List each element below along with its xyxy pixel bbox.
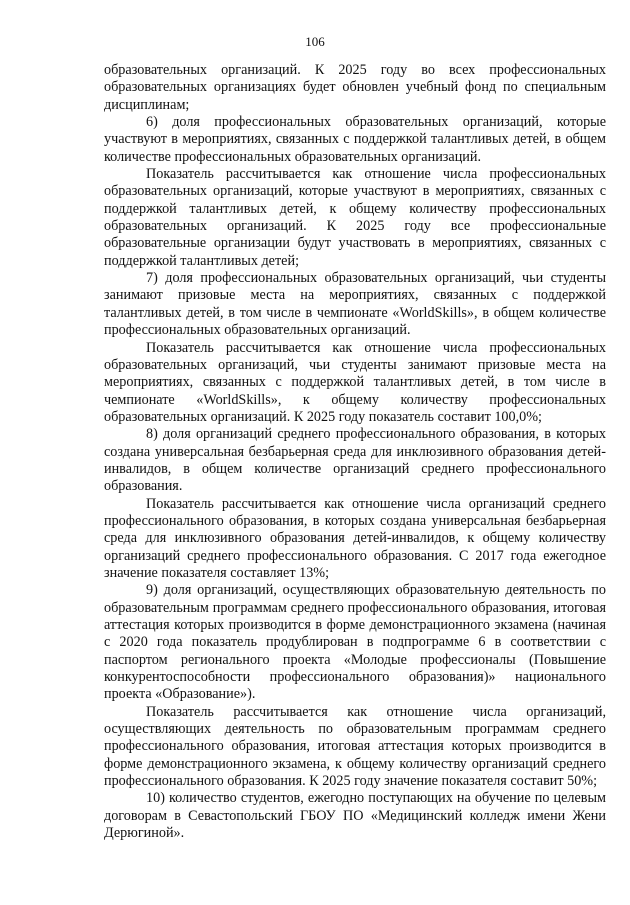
paragraph-item-6: 6) доля профессиональных образовательных организаций, которые участвуют в мероприятиях, связанных с поддержкой талантливых детей, в общем количестве профессиональных образовательных организаций.: [104, 114, 606, 165]
paragraph-item-7-calculation: Показатель рассчитывается как отношение числа профессиональных образовательных организаций, чьи студенты занимают призовые места на мероприятиях, связанных с поддержкой талантливых детей, в том числе в чемпионате «WorldSkills», к общему количеству профессиональных образовательных организаций. К 2025 году показатель составит 100,0%;: [104, 339, 606, 425]
page-number: 106: [305, 34, 325, 49]
paragraph-item-8-calculation: Показатель рассчитывается как отношение числа организаций среднего профессионального образования, в которых создана универсальная безбарьерная среда для инклюзивного образования детей-инвалидов, к общему количеству организаций среднего профессионального образования. С 2017 года ежегодное значение показателя составляет 13%;: [104, 495, 606, 581]
paragraph-item-9-calculation: Показатель рассчитывается как отношение числа организаций, осуществляющих деятельность по образовательным программам среднего профессионального образования, итоговая аттестация которых производится в форме демонстрационного экзамена, к общему количеству организаций среднего профессионального образования. К 2025 году значение показателя составит 50%;: [104, 703, 606, 790]
paragraph-item-7: 7) доля профессиональных образовательных организаций, чьи студенты занимают призовые места на мероприятиях, связанных с поддержкой талантливых детей, в том числе в чемпионате «WorldSkills», в общем количестве профессиональных образовательных организаций.: [104, 270, 606, 339]
paragraph-continuation: образовательных организаций. К 2025 году во всех профессиональных образовательных организациях будет обновлен учебный фонд по специальным дисциплинам;: [104, 62, 606, 113]
paragraph-item-10: 10) количество студентов, ежегодно поступающих на обучение по целевым договорам в Севастопольский ГБОУ ПО «Медицинский колледж имени Жени Дерюгиной».: [104, 790, 606, 842]
document-body: [104, 62, 606, 842]
paragraph-item-8: 8) доля организаций среднего профессионального образования, в которых создана универсальная безбарьерная среда для инклюзивного образования детей-инвалидов, в общем количестве организаций среднего профессионального образования.: [104, 426, 606, 495]
paragraph-item-9: 9) доля организаций, осуществляющих образовательную деятельность по образовательным программам среднего профессионального образования, итоговая аттестация которых производится в форме демонстрационного экзамена (начиная с 2020 года показатель продублирован в подпрограмме 6 в соответствии с паспортом регионального проекта «Молодые профессионалы (Повышение конкурентоспособности профессионального образования)» национального проекта «Образование»).: [104, 582, 606, 703]
paragraph-item-6-calculation: Показатель рассчитывается как отношение числа профессиональных образовательных организаций, которые участвуют в мероприятиях, связанных с поддержкой талантливых детей, к общему количеству профессиональных образовательных организаций. К 2025 году все профессиональные образовательные организации будут участвовать в мероприятиях, связанных с поддержкой талантливых детей;: [104, 166, 606, 269]
